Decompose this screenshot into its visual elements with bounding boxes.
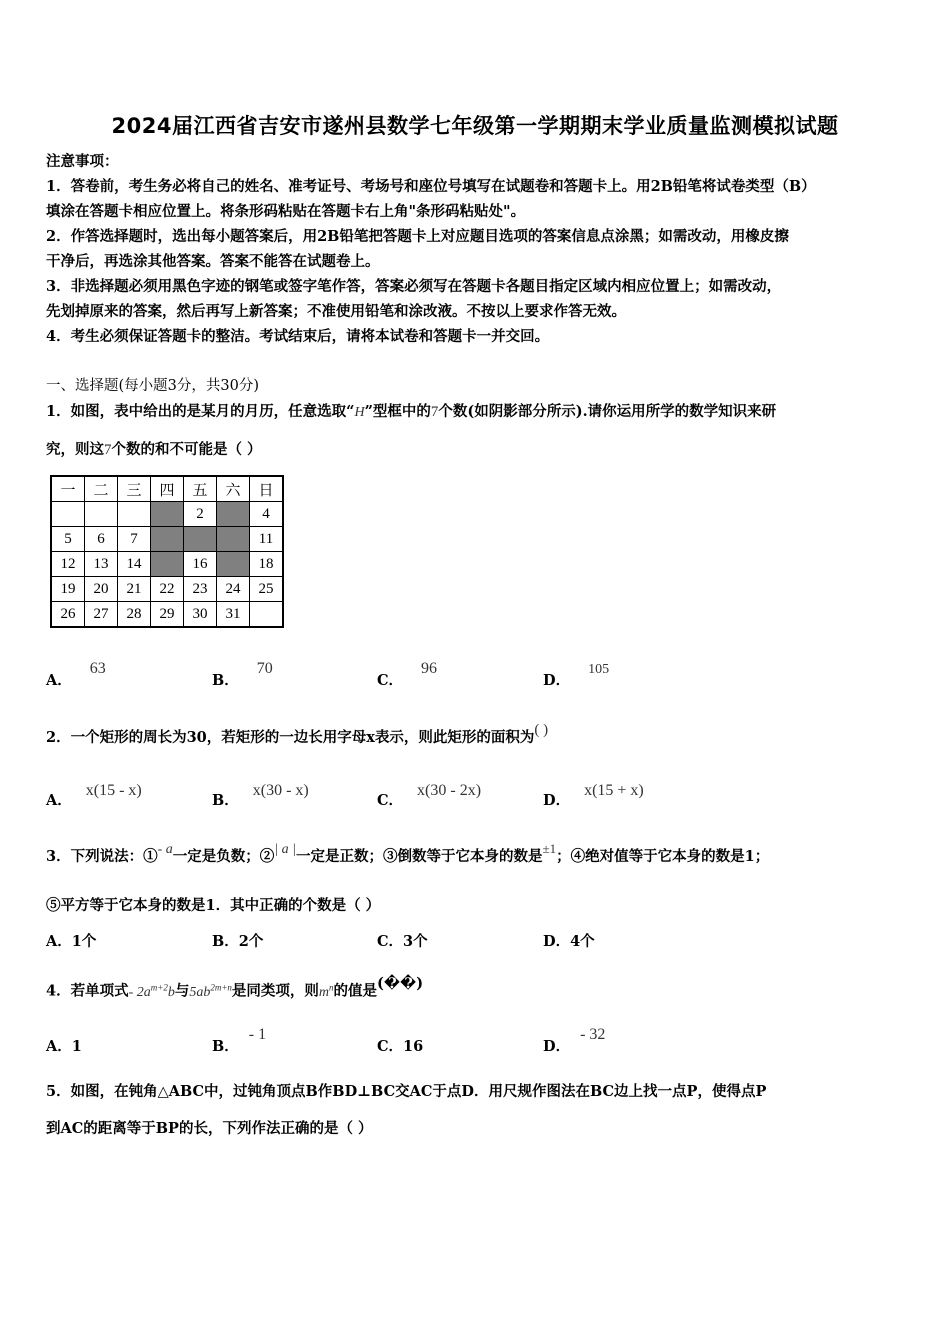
question-2-line-1: 2．一个矩形的周长为30，若矩形的一边长用字母x表示，则此矩形的面积为( ) — [46, 722, 549, 746]
calendar-header-cell: 四 — [151, 476, 184, 502]
calendar-cell: 29 — [151, 602, 184, 628]
calendar-cell: 26 — [51, 602, 85, 628]
q1-option-a[interactable]: A．63 — [46, 660, 106, 689]
calendar-cell — [85, 502, 118, 527]
page-title: 2024届江西省吉安市遂州县数学七年级第一学期期末学业质量监测模拟试题 — [111, 114, 839, 138]
calendar-header-cell: 三 — [118, 476, 151, 502]
calendar-cell — [118, 502, 151, 527]
calendar-header-cell: 五 — [184, 476, 217, 502]
calendar-cell: 24 — [217, 577, 250, 602]
calendar-cell: 12 — [51, 552, 85, 577]
calendar-cell: 4 — [250, 502, 284, 527]
q1-option-b[interactable]: B．70 — [212, 660, 273, 689]
calendar-cell-shaded — [151, 552, 184, 577]
calendar-cell-shaded — [151, 527, 184, 552]
math-term-2: $5ab^{2m+n}$ — [189, 982, 232, 1000]
math-abs-a: | a | — [274, 842, 296, 857]
calendar-cell: 5 — [51, 527, 85, 552]
math-neg-a: - a — [157, 842, 173, 857]
calendar-cell: 27 — [85, 602, 118, 628]
calendar-cell: 20 — [85, 577, 118, 602]
calendar-cell: 2 — [184, 502, 217, 527]
calendar-cell: 18 — [250, 552, 284, 577]
calendar-header-cell: 日 — [250, 476, 284, 502]
calendar-cell: 13 — [85, 552, 118, 577]
question-3-line-2: ⑤平方等于它本身的数是1．其中正确的个数是（ ） — [46, 897, 381, 914]
q1-option-d[interactable]: D．105 — [543, 662, 610, 689]
q4-option-d[interactable]: D．- 32 — [543, 1026, 606, 1055]
calendar-cell: 19 — [51, 577, 85, 602]
calendar-header-cell: 一 — [51, 476, 85, 502]
calendar-cell: 31 — [217, 602, 250, 628]
q1-option-c[interactable]: C．96 — [377, 660, 438, 689]
question-1-line-1: 1．如图，表中给出的是某月的月历，任意选取“H”型框中的7个数(如阴影部分所示).请你运用所学的数学知识来研 — [46, 403, 777, 420]
calendar-header-cell: 二 — [85, 476, 118, 502]
answer-paren: (��) — [377, 974, 424, 992]
q3-option-b[interactable]: B．2个 — [212, 933, 264, 950]
calendar-cell: 21 — [118, 577, 151, 602]
math-seven: 7 — [104, 442, 112, 458]
calendar-cell-shaded — [151, 502, 184, 527]
calendar-cell: 22 — [151, 577, 184, 602]
answer-paren: ( ) — [534, 722, 549, 738]
calendar-row — [51, 502, 283, 527]
notice-line: 干净后，再选涂其他答案。答案不能答在试题卷上。 — [46, 253, 380, 270]
section-heading: 一、选择题(每小题3分，共30分) — [46, 378, 259, 394]
calendar-cell — [250, 602, 284, 628]
math-seven: 7 — [430, 404, 439, 420]
question-4-line-1: 4．若单项式- $2a^{m+2}b$与$5ab^{2m+n}$是同类项，则$m^n$的值是(��) — [46, 974, 424, 1000]
question-3-line-1: 3．下列说法：①- a一定是负数；②| a |一定是正数；③倒数等于它本身的数是±1；④绝对值等于它本身的数是1； — [46, 841, 770, 865]
calendar-cell: 16 — [184, 552, 217, 577]
q2-option-a[interactable]: A．x(15 - x) — [46, 782, 142, 809]
calendar-row — [51, 552, 283, 577]
calendar-cell-shaded — [217, 552, 250, 577]
q2-option-c[interactable]: C．x(30 - 2x) — [377, 782, 482, 809]
question-5-line-2: 到AC的距离等于BP的长，下列作法正确的是（ ） — [46, 1120, 373, 1137]
math-plus-minus-one: ±1 — [542, 841, 557, 856]
q4-option-c[interactable]: C．16 — [377, 1038, 424, 1055]
calendar-cell: 30 — [184, 602, 217, 628]
notice-line: 填涂在答题卡相应位置上。将条形码粘贴在答题卡右上角"条形码粘贴处"。 — [46, 203, 526, 220]
math-term-1: - $2a^{m+2}b$ — [128, 982, 175, 1000]
calendar-cell: 11 — [250, 527, 284, 552]
calendar-cell: 23 — [184, 577, 217, 602]
q3-option-a[interactable]: A．1个 — [46, 933, 97, 950]
calendar-cell: 7 — [118, 527, 151, 552]
calendar-header-cell: 六 — [217, 476, 250, 502]
math-term-3: $m^n$ — [318, 982, 334, 1000]
math-h: H — [354, 405, 365, 420]
notice-heading: 注意事项： — [46, 153, 119, 170]
q4-option-a[interactable]: A．1 — [46, 1038, 82, 1055]
calendar-row — [51, 577, 283, 602]
notice-line: 1．答卷前，考生务必将自己的姓名、准考证号、考场号和座位号填写在试题卷和答题卡上。用2B铅笔将试卷类型（B） — [46, 178, 816, 195]
question-5-line-1: 5．如图，在钝角△ABC中，过钝角顶点B作BD⊥BC交AC于点D．用尺规作图法在BC边上找一点P，使得点P — [46, 1083, 767, 1100]
calendar-table — [50, 475, 284, 628]
calendar-cell: 6 — [85, 527, 118, 552]
q2-option-b[interactable]: B．x(30 - x) — [212, 782, 309, 809]
calendar-cell: 28 — [118, 602, 151, 628]
notice-line: 先划掉原来的答案，然后再写上新答案；不准使用铅笔和涂改液。不按以上要求作答无效。 — [46, 303, 626, 320]
notice-line: 2．作答选择题时，选出每小题答案后，用2B铅笔把答题卡上对应题目选项的答案信息点涂黑；如需改动，用橡皮擦 — [46, 228, 789, 245]
question-1-line-2: 究，则这7个数的和不可能是（ ） — [46, 441, 262, 458]
calendar-row — [51, 602, 283, 628]
notice-line: 3．非选择题必须用黑色字迹的钢笔或签字笔作答，答案必须写在答题卡各题目指定区域内相应位置上；如需改动， — [46, 278, 782, 295]
calendar-cell-shaded — [217, 527, 250, 552]
calendar-cell: 14 — [118, 552, 151, 577]
calendar-cell-shaded — [217, 502, 250, 527]
q3-option-c[interactable]: C．3个 — [377, 933, 428, 950]
calendar-cell — [51, 502, 85, 527]
calendar-cell: 25 — [250, 577, 284, 602]
q3-option-d[interactable]: D．4个 — [543, 933, 595, 950]
calendar-header-row — [51, 476, 283, 502]
calendar-cell-shaded — [184, 527, 217, 552]
calendar-row — [51, 527, 283, 552]
notice-line: 4．考生必须保证答题卡的整洁。考试结束后，请将本试卷和答题卡一并交回。 — [46, 328, 550, 345]
q4-option-b[interactable]: B．- 1 — [212, 1026, 267, 1055]
q2-option-d[interactable]: D．x(15 + x) — [543, 782, 644, 809]
